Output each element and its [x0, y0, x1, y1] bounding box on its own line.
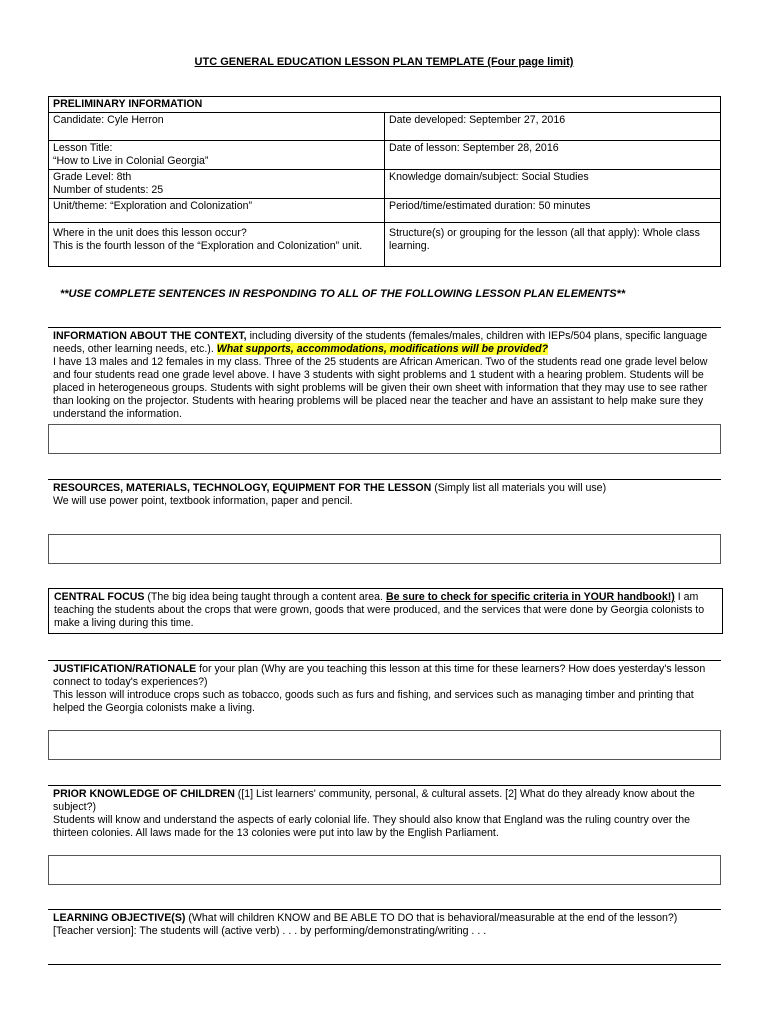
resources-prompt: (Simply list all materials you will use)	[431, 482, 607, 494]
grade-level: Grade Level: 8th	[53, 171, 132, 183]
context-prompt	[53, 330, 717, 356]
number-of-students: Number of students: 25	[53, 184, 164, 196]
prior-knowledge-answer-box[interactable]	[48, 855, 721, 885]
context-highlight: What supports, accommodations, modifications will be provided?	[216, 343, 549, 355]
objectives-section	[48, 909, 721, 965]
resources-label: RESOURCES, MATERIALS, TECHNOLOGY, EQUIPMENT FOR THE LESSON	[53, 482, 432, 494]
lesson-title-value: “How to Live in Colonial Georgia”	[53, 155, 209, 167]
justification-label: JUSTIFICATION/RATIONALE	[53, 663, 197, 675]
justification-prompt: for your plan (Why are you teaching this lesson at this time for these learners? How does yesterday's lesson connect to today's experiences?)	[53, 663, 706, 688]
where-in-unit-question: Where in the unit does this lesson occur?	[53, 227, 247, 239]
prior-knowledge-label: PRIOR KNOWLEDGE OF CHILDREN	[53, 788, 235, 800]
lesson-title-label: Lesson Title:	[53, 142, 113, 154]
central-focus-body: I am teaching the students about the crops that were grown, goods that were produced, and the services that were done by Georgia colonists to make a living during this time.	[54, 591, 705, 629]
date-of-lesson-cell: Date of lesson: September 28, 2016	[385, 141, 721, 170]
objectives-prompt: (What will children KNOW and BE ABLE TO DO that is behavioral/measurable at the end of the lesson?)	[185, 912, 678, 924]
candidate-cell: Candidate: Cyle Herron	[49, 113, 385, 141]
central-focus-underlined: Be sure to check for specific criteria in YOUR handbook!)	[385, 591, 675, 603]
context-label: INFORMATION ABOUT THE CONTEXT,	[53, 330, 247, 342]
structure-text: Structure(s) or grouping for the lesson (all that apply): Whole class learning.	[389, 227, 700, 252]
structure-cell	[385, 223, 721, 267]
preliminary-heading: PRELIMINARY INFORMATION	[49, 97, 721, 113]
page-title: UTC GENERAL EDUCATION LESSON PLAN TEMPLATE (Four page limit)	[194, 56, 574, 68]
prior-knowledge-body: Students will know and understand the aspects of early colonial life. They should also know that England was the ruling country over the thirteen colonies. All laws made for the 13 colonies were put into law by the English Parliament.	[53, 814, 690, 839]
prior-knowledge-prompt: ([1] List learners' community, personal, & cultural assets. [2] What do they already know about the subject?)	[53, 788, 695, 813]
objectives-label: LEARNING OBJECTIVE(S)	[53, 912, 186, 924]
context-answer-box[interactable]	[48, 424, 721, 454]
prior-knowledge-section	[48, 785, 721, 856]
context-section	[48, 327, 721, 426]
central-focus-prompt: (The big idea being taught through a content area.	[144, 591, 386, 603]
instruction-banner: **USE COMPLETE SENTENCES IN RESPONDING TO ALL OF THE FOLLOWING LESSON PLAN ELEMENTS**	[60, 288, 626, 300]
context-prompt-text: including diversity of the students (females/males, children with IEPs/504 plans, specific language needs, other learning needs, etc.).	[53, 330, 708, 355]
resources-answer-box[interactable]	[48, 534, 721, 564]
justification-body: This lesson will introduce crops such as tobacco, goods such as furs and fishing, and services such as managing timber and printing that helped the Georgia colonists make a living.	[53, 689, 694, 714]
knowledge-domain-cell: Knowledge domain/subject: Social Studies	[385, 170, 721, 199]
date-developed-cell: Date developed: September 27, 2016	[385, 113, 721, 141]
justification-answer-box[interactable]	[48, 730, 721, 760]
central-focus-section	[48, 588, 723, 634]
unit-theme-cell: Unit/theme: “Exploration and Colonization”	[49, 199, 385, 223]
central-focus-label: CENTRAL FOCUS	[54, 591, 145, 603]
where-in-unit-answer: This is the fourth lesson of the “Exploration and Colonization” unit.	[53, 240, 363, 252]
preliminary-info-table	[48, 96, 721, 267]
where-in-unit-cell	[49, 223, 385, 267]
context-body: I have 13 males and 12 females in my class. Three of the 25 students are African American. Two of the students read one grade level below and four students read one grade level above. I have 3 students with sight problems and 1 student with a hearing problem. Students will be placed in heterogeneous groups. Students with sight problems will be given their own sheet with information that they may use to see rather than looking on the projector. Students with hearing problems will be placed near the teacher and have an assistant to help make sure they understand the information.	[53, 356, 708, 420]
justification-section	[48, 660, 721, 731]
grade-level-cell	[49, 170, 385, 199]
period-duration-cell: Period/time/estimated duration: 50 minutes	[385, 199, 721, 223]
resources-body: We will use power point, textbook information, paper and pencil.	[53, 495, 353, 507]
lesson-title-cell	[49, 141, 385, 170]
resources-section	[48, 479, 721, 535]
objectives-body: [Teacher version]: The students will (active verb) . . . by performing/demonstrating/writing . . .	[53, 925, 487, 937]
